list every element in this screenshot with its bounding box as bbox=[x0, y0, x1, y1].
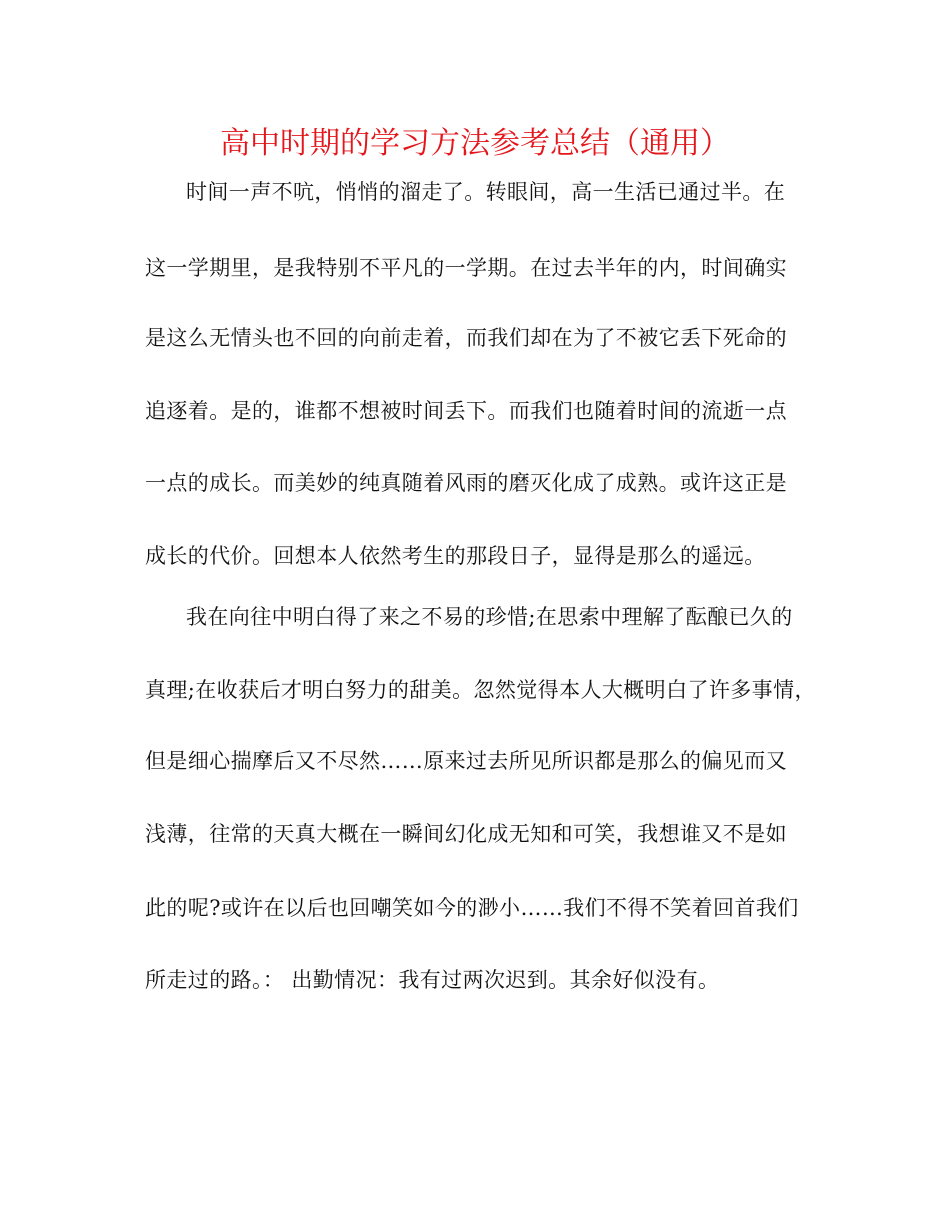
paragraph-line: 但是细心揣摩后又不尽然……原来过去所见所识都是那么的偏见而又 bbox=[145, 749, 787, 773]
document-title: 高中时期的学习方法参考总结（通用） bbox=[220, 126, 730, 161]
paragraph-line: 成长的代价。回想本人依然考生的那段日子，显得是那么的遥远。 bbox=[145, 544, 766, 568]
paragraph-line: 一点的成长。而美妙的纯真随着风雨的磨灭化成了成熟。或许这正是 bbox=[145, 471, 787, 495]
paragraph-line: 是这么无情头也不回的向前走着，而我们却在为了不被它丢下死命的 bbox=[145, 326, 787, 350]
paragraph-line: 所走过的路。： 出勤情况：我有过两次迟到。其余好似没有。 bbox=[145, 968, 720, 992]
paragraph-line: 这一学期里，是我特别不平凡的一学期。在过去半年的内，时间确实 bbox=[145, 256, 787, 280]
paragraph-line: 浅薄，往常的天真大概在一瞬间幻化成无知和可笑，我想谁又不是如 bbox=[145, 822, 787, 846]
paragraph-line: 时间一声不吭，悄悄的溜走了。转眼间，高一生活已通过半。在 bbox=[186, 180, 786, 204]
paragraph-line: 我在向往中明白得了来之不易的珍惜;在思索中理解了酝酿已久的 bbox=[186, 605, 793, 629]
paragraph-line: 此的呢?或许在以后也回嘲笑如今的渺小……我们不得不笑着回首我们 bbox=[145, 896, 799, 920]
paragraph-line: 追逐着。是的，谁都不想被时间丢下。而我们也随着时间的流逝一点 bbox=[145, 399, 787, 423]
paragraph-line: 真理;在收获后才明白努力的甜美。忽然觉得本人大概明白了许多事情， bbox=[145, 678, 816, 702]
